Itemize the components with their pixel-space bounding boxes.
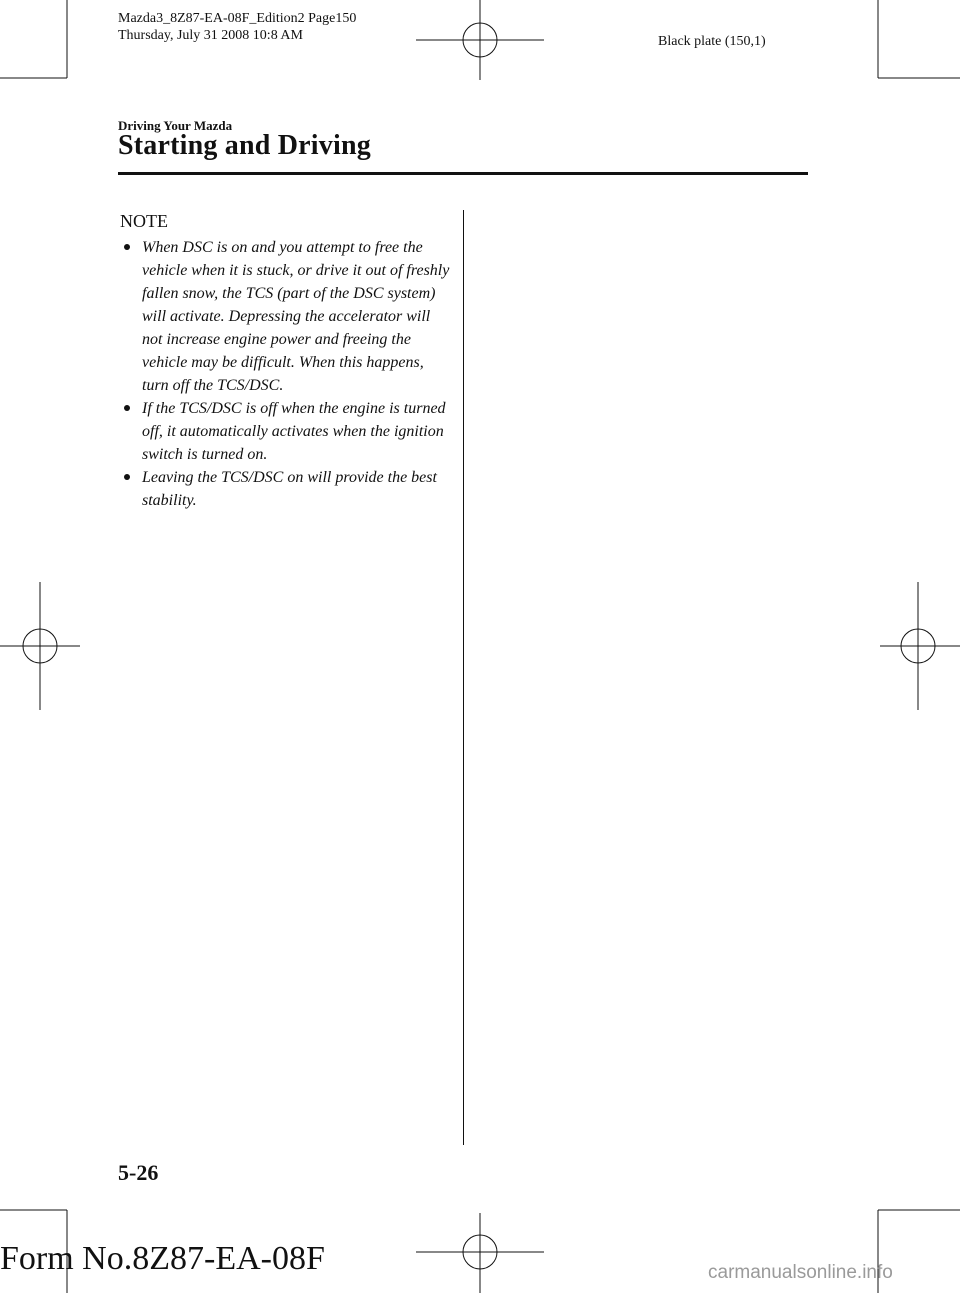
section-label: Driving Your Mazda: [118, 118, 233, 133]
print-meta-line-2: Thursday, July 31 2008 10:8 AM: [118, 28, 303, 43]
registration-target-top: [416, 0, 544, 80]
note-label: NOTE: [120, 211, 168, 231]
note-item-text: When DSC is on and you attempt to free the vehicle when it is stuck, or drive it out of freshly fallen snow, the TCS (part of the DSC system) will activate. Depressing the accelerator will not increase engine power and freeing the vehicle may be difficult. When this happens, turn off the TCS/DSC.: [142, 239, 450, 394]
note-item: [122, 397, 452, 466]
note-item-text: If the TCS/DSC is off when the engine is turned off, it automatically activates when the ignition switch is turned on.: [142, 400, 446, 463]
registration-target-bottom: [416, 1213, 544, 1293]
registration-target-right: [880, 582, 960, 710]
note-list: [122, 236, 452, 512]
column-divider: [463, 210, 464, 1145]
title-rule: [118, 172, 808, 175]
note-item: [122, 466, 452, 512]
print-meta-line-1: Mazda3_8Z87-EA-08F_Edition2 Page150: [118, 11, 357, 26]
bullet-icon: [124, 244, 130, 250]
note-item: [122, 236, 452, 397]
page-title: Starting and Driving: [118, 130, 371, 161]
bullet-icon: [124, 405, 130, 411]
registration-target-left: [0, 582, 80, 710]
note-item-text: Leaving the TCS/DSC on will provide the best stability.: [142, 469, 437, 509]
print-metadata: [118, 10, 356, 44]
bullet-icon: [124, 474, 130, 480]
form-number: Form No.8Z87-EA-08F: [0, 1240, 325, 1277]
plate-label: Black plate (150,1): [658, 34, 766, 49]
page-number: 5-26: [118, 1160, 159, 1185]
watermark-link[interactable]: carmanualsonline.info: [708, 1262, 893, 1283]
